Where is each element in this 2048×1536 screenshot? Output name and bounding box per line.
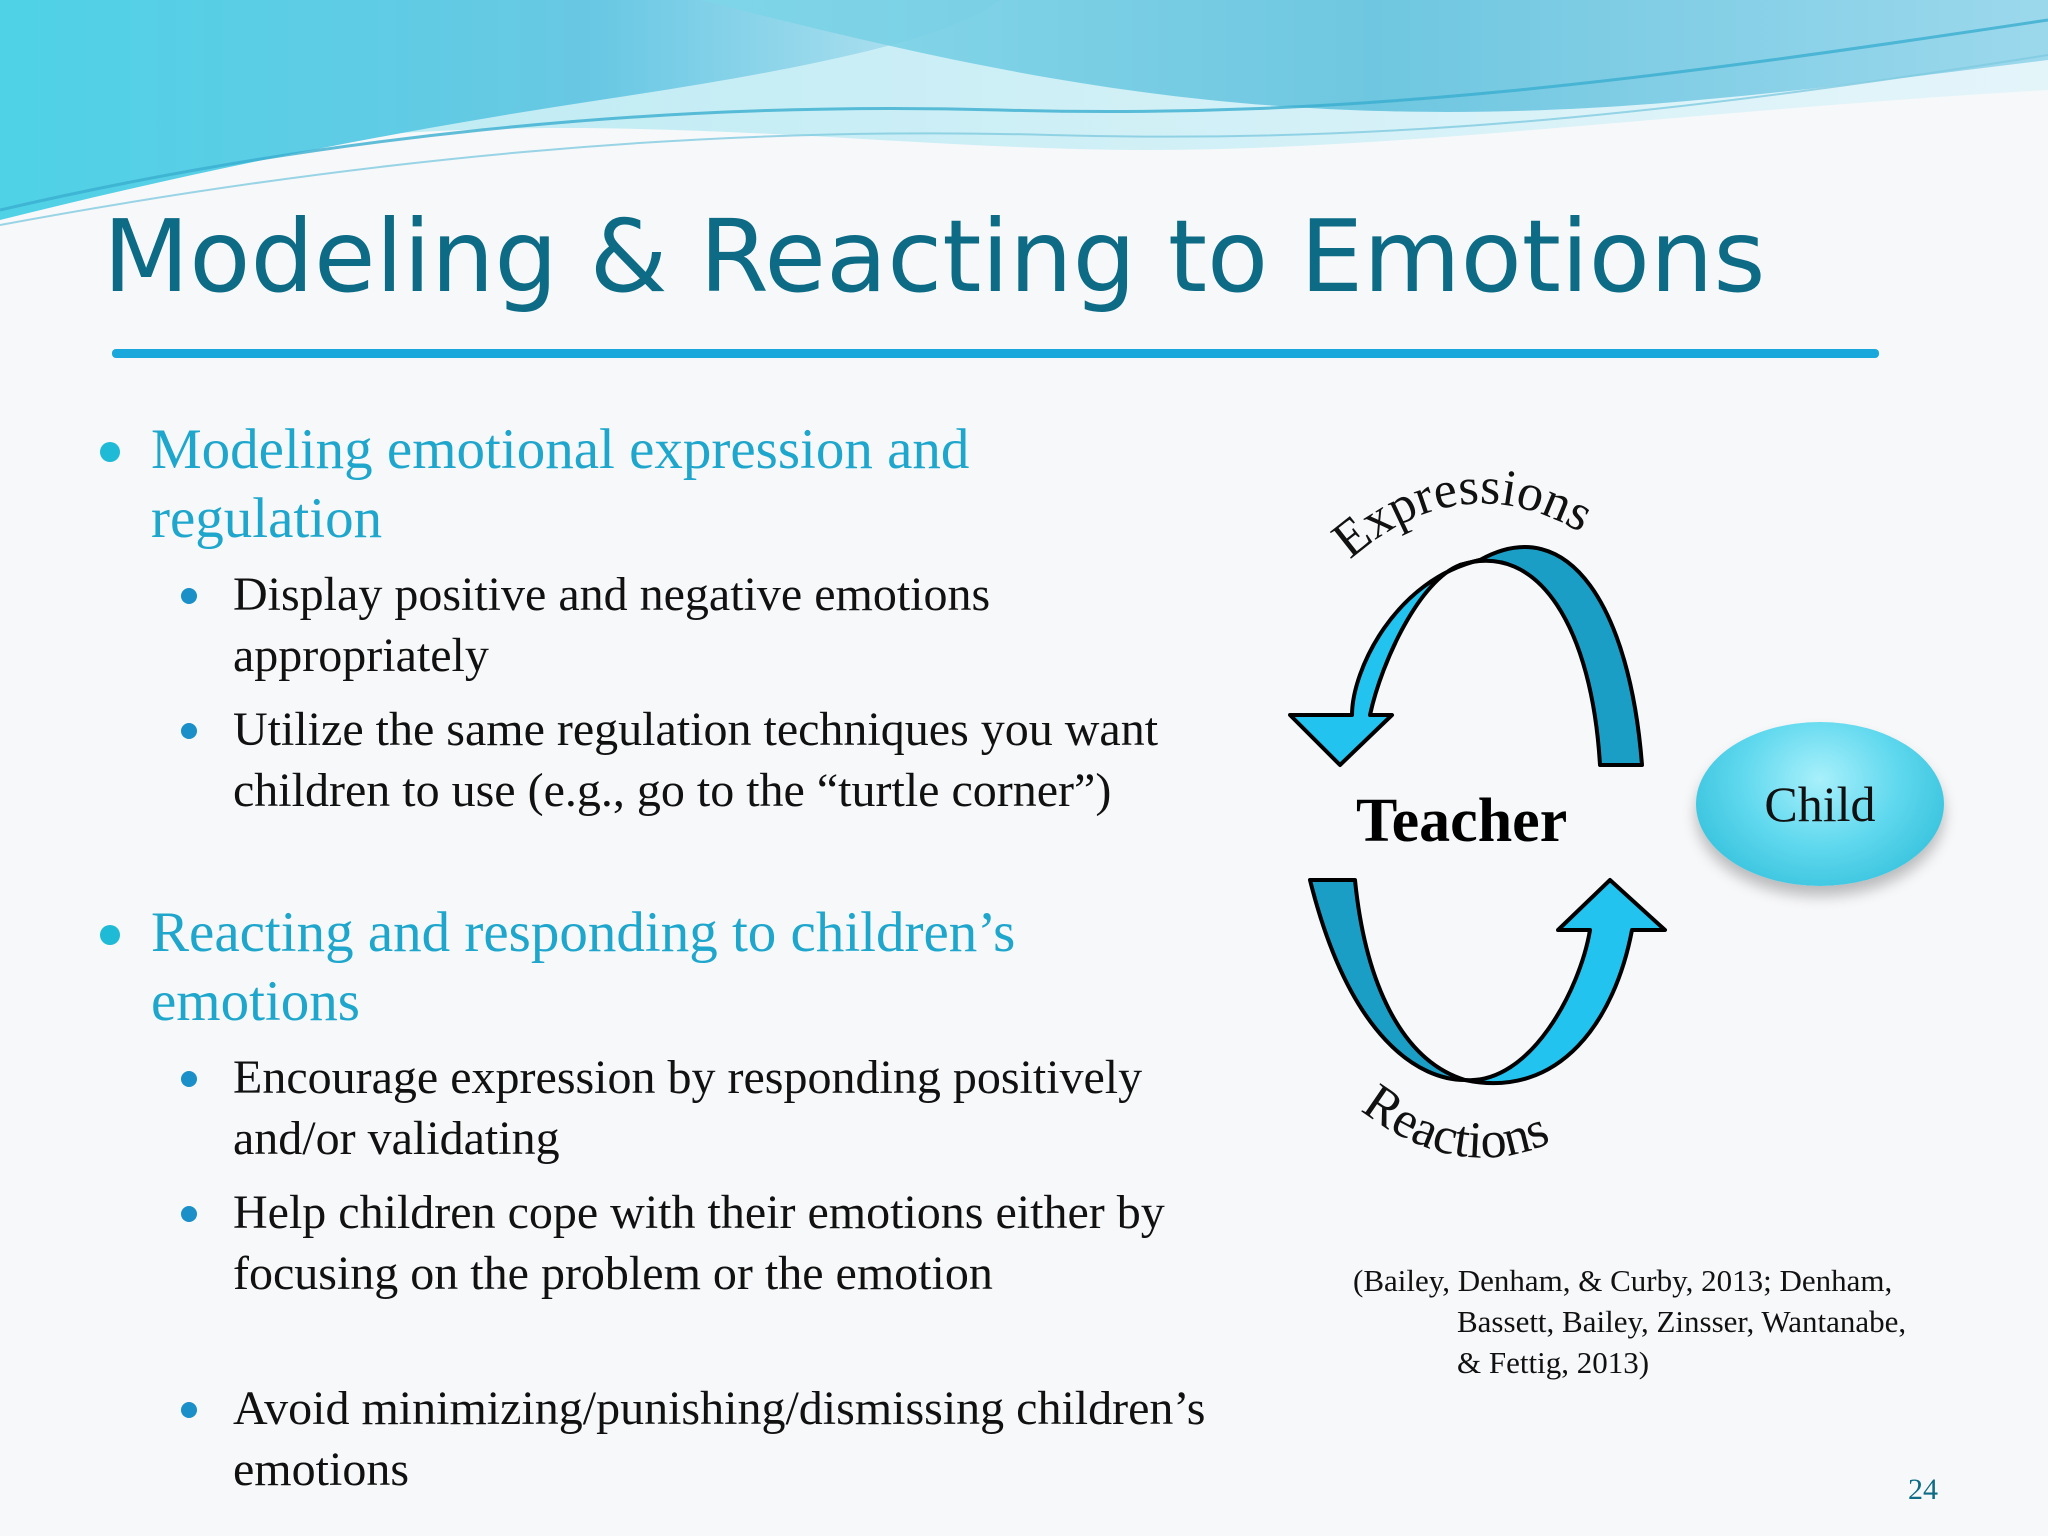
sub-bullet-item: Avoid minimizing/punishing/dismissing children’s emotions [233, 1378, 1223, 1500]
citation-line: (Bailey, Denham, & Curby, 2013; Denham, [1353, 1263, 1893, 1298]
child-oval [1696, 722, 1944, 886]
citation [1353, 1260, 2003, 1383]
expressions-label: Expressions [1321, 460, 1603, 570]
sub-bullet-item: Encourage expression by responding positively and/or validating [233, 1047, 1223, 1169]
citation-line: & Fettig, 2013) [1457, 1345, 1650, 1380]
citation-line: Bassett, Bailey, Zinsser, Wantanabe, [1457, 1304, 1907, 1339]
page-number: 24 [1908, 1473, 1938, 1506]
sub-bullet-item: Display positive and negative emotions appropriately [233, 564, 1223, 686]
sub-bullet-item: Utilize the same regulation techniques you want children to use (e.g., go to the “turtle corner”) [233, 699, 1223, 821]
curved-arrow-down-left-icon [1290, 547, 1642, 765]
bullet-item: Reacting and responding to children’s emotions [151, 898, 1131, 1036]
curved-arrow-up-right-icon [1310, 880, 1665, 1083]
reactions-label: Reactions [1352, 1073, 1556, 1171]
slide-title: Modeling & Reacting to Emotions [103, 198, 1766, 315]
child-label: Child [1764, 776, 1876, 832]
teacher-label: Teacher [1356, 787, 1568, 855]
bullet-item: Modeling emotional expression and regulation [151, 415, 1131, 553]
sub-bullet-item: Help children cope with their emotions either by focusing on the problem or the emotion [233, 1182, 1223, 1304]
